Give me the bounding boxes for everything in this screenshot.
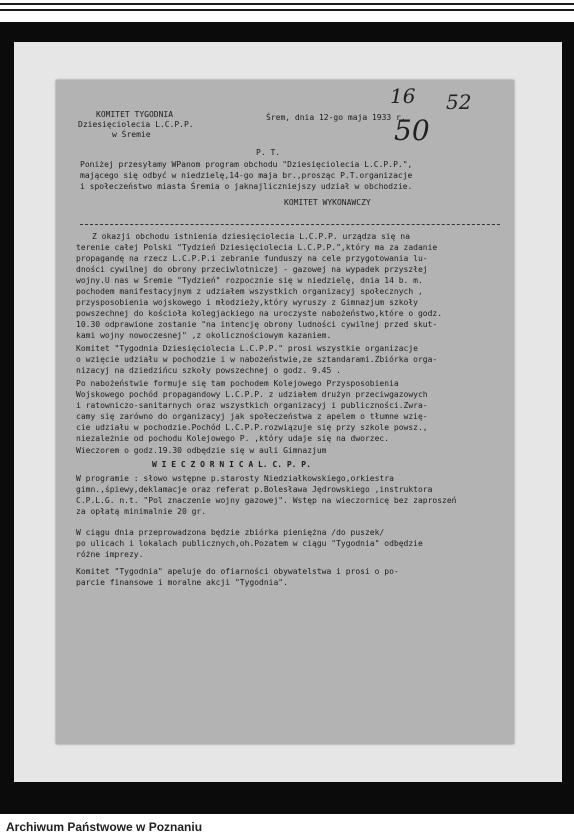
program-line: różne imprezy. (76, 550, 144, 559)
program-line: Komitet "Tygodnia" apeluje do ofiarności obywatelstwa i prosi o po- (76, 567, 399, 576)
body-line: cie udziału w pochodzie.Pochód L.C.P.P.rozwiązuje się przy szkole powsz., (76, 423, 428, 432)
body-line: Komitet "Tygodnia Dziesięciolecia L.C.P.P." prosi wszystkie organizacje (76, 344, 418, 353)
handwritten-number-52: 52 (446, 90, 472, 114)
body-line: Wieczorem o godz.19.30 odbędzie się w auli Gimnazjum (76, 446, 327, 455)
program-line: za opłatą minimalnie 20 gr. (76, 507, 207, 516)
program-line: parcie finansowe i moralne akcji "Tygodnia". (76, 578, 288, 587)
body-line: o wzięcie udziału w pochodzie i w nabożeństwie,ze sztandarami.Zbiórka orga- (76, 355, 438, 364)
org-line-1: KOMITET TYGODNIA (96, 110, 174, 119)
handwritten-number-50: 50 (394, 114, 430, 147)
intro-line: Poniżej przesyłamy WPanom program obchodu "Dziesięciolecia L.C.P.P.", (80, 160, 413, 169)
intro-line: i społeczeństwo miasta Śremia o jaknajliczniejszy udział w obchodzie. (80, 182, 413, 191)
program-line: gimn.,śpiewy,deklamacje oraz referat p.Bolesława Jędrowskiego ,instruktora (76, 485, 433, 494)
handwritten-number-16: 16 (390, 84, 416, 108)
body-line: wojny.U nas w Śremie "Tydzień" rozpocznie się w niedzielę, dnia 14 b. m. (76, 276, 423, 285)
body-line: camy się zarówno do organizacyj jak społeczeństwa z apelem o tłumne wzię- (76, 412, 428, 421)
org-line-3: w Śremie (112, 130, 151, 139)
document-page (56, 80, 514, 744)
signature: KOMITET WYKONAWCZY (284, 198, 371, 207)
program-line: W programie : słowo wstępne p.starosty Niedziałkowskiego,orkiestra (76, 474, 394, 483)
body-line: i ratowniczo-sanitarnych oraz wszystkich organizacyj i publiczności.Zwra- (76, 401, 428, 410)
body-line: 10.30 odprawione zostanie "na intencję obrony ludności cywilnej przed skut- (76, 320, 438, 329)
archive-footer: Archiwum Państwowe w Poznaniu (6, 820, 203, 834)
intro-line: mającego się odbyć w niedzielę,14-go maja br.,prosząc P.T.organizacje (80, 171, 413, 180)
program-line: C.P.L.G. n.t. "Pol znaczenie wojny gazowej". Wstęp na wieczornicę bez zaproszeń (76, 496, 457, 505)
body-line: propagandę na rzecz L.C.P.P.i zebranie funduszy na cele przygotowania lu- (76, 254, 428, 263)
body-line: nizacyj na dziedzińcu szkoły powszechnej o godz. 9.45 . (76, 366, 341, 375)
body-line: pochodem manifestacyjnym z udziałem wszystkich organizacyj społecznych , (76, 287, 423, 296)
program-line: W ciągu dnia przeprowadzona będzie zbiórka pieniężna /do puszek/ (76, 528, 385, 537)
body-line: kami wojny nowoczesnej" ,z okolicznościowym kazaniem. (76, 331, 332, 340)
body-line: Z okazji obchodu istnienia dziesięciolecia L.C.P.P. urządza się na (92, 232, 410, 241)
body-line: Po nabożeństwie formuje się tam pochodem Kolejowego Przysposobienia (76, 379, 399, 388)
evening-heading: W I E C Z O R N I C A L. C. P. P. (152, 460, 311, 469)
body-line: niezależnie od pochodu Kolejowego P. ,który udaje się na dworzec. (76, 434, 390, 443)
salutation: P. T. (256, 148, 281, 157)
dateline: Śrem, dnia 12-go maja 1933 r. (266, 113, 406, 122)
body-line: Wojskowego pochód propagandowy L.C.P.P. z udziałem drużyn przeciwgazowych (76, 390, 428, 399)
divider (80, 224, 500, 225)
program-line: po ulicach i lokalach publicznych,oh.Pozatem w ciągu "Tygodnia" odbędzie (76, 539, 423, 548)
body-line: dności cywilnej do obrony przeciwlotniczej - gazowej na wypadek przyszłej (76, 265, 428, 274)
body-line: powszechnej do kościoła kolegjackiego na uroczyste nabożeństwo,które o godz. (76, 309, 443, 318)
org-line-2: Dziesięciolecia L.C.P.P. (78, 120, 194, 129)
body-line: terenie całej Polski "Tydzień Dziesięciolecia L.C.P.P.",który ma za zadanie (76, 243, 438, 252)
body-line: przysposobienia wojskowego i młodzieży,który wyruszy z Gimnazjum szkoły (76, 298, 418, 307)
